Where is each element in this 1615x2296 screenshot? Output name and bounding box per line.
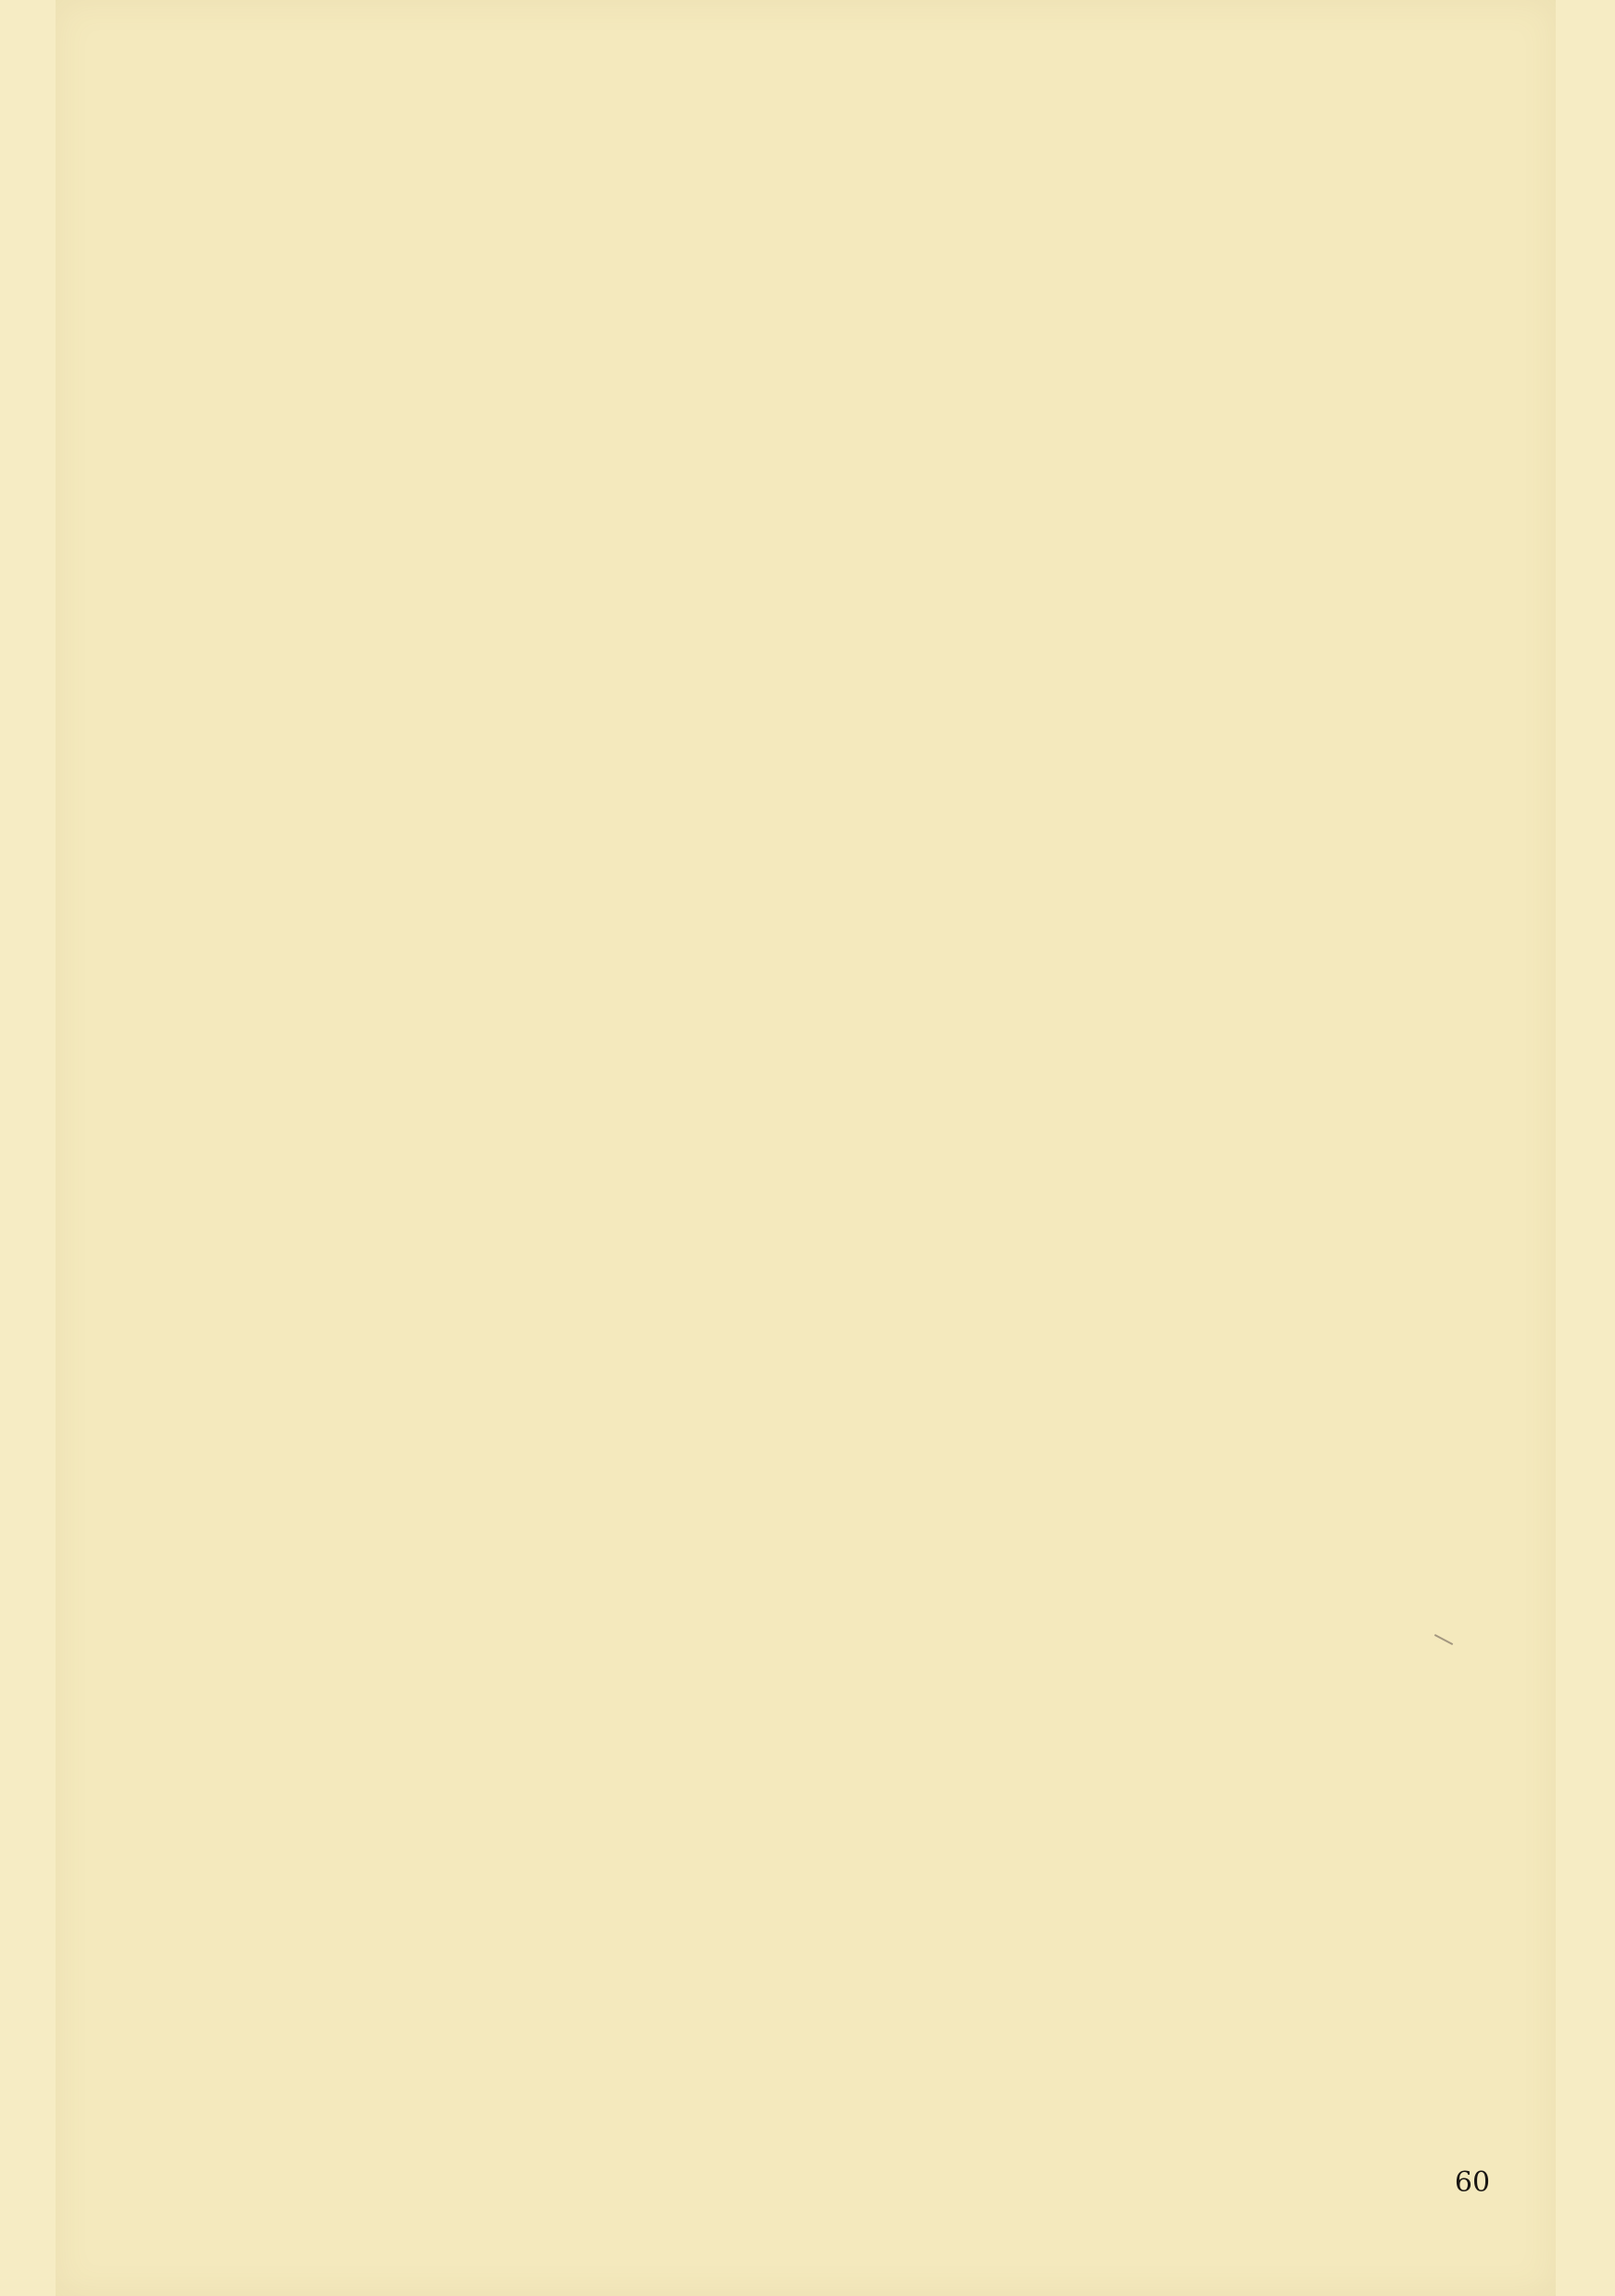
text-line-4 — [287, 346, 1426, 378]
text-line-35 — [287, 2011, 1426, 2042]
text-line-15 — [287, 937, 1426, 968]
text-line-32 — [287, 1850, 1426, 1881]
text-line-16 — [287, 991, 1426, 1022]
margin-mark — [1434, 1634, 1453, 1645]
text-line-19 — [287, 1152, 1426, 1183]
text-line-3 — [287, 293, 1426, 324]
text-line-17 — [287, 1044, 1426, 1076]
text-line-18 — [287, 1098, 1426, 1129]
text-line-2 — [287, 239, 1426, 270]
text-line-13 — [287, 830, 1426, 861]
text-line-12 — [287, 776, 1426, 807]
page-number: 60 — [1454, 2166, 1491, 2199]
body-text — [287, 185, 1426, 2129]
text-line-5 — [287, 400, 1426, 431]
text-line-11 — [287, 722, 1426, 754]
text-line-25 — [287, 1474, 1426, 1505]
text-line-23 — [287, 1366, 1426, 1398]
text-line-6 — [287, 454, 1426, 485]
text-line-29 — [287, 1689, 1426, 1720]
page-sheet — [56, 0, 1556, 2296]
text-line-14 — [287, 883, 1426, 915]
text-line-31 — [287, 1796, 1426, 1828]
text-line-1 — [287, 185, 1426, 217]
text-line-22 — [287, 1313, 1426, 1344]
text-line-28 — [287, 1635, 1426, 1666]
text-line-20 — [287, 1205, 1426, 1237]
text-line-33 — [287, 1903, 1426, 1935]
text-line-34 — [287, 1957, 1426, 1989]
text-line-24 — [287, 1420, 1426, 1452]
text-line-8 — [287, 561, 1426, 593]
text-line-26 — [287, 1528, 1426, 1559]
text-line-21 — [287, 1259, 1426, 1291]
text-line-9 — [287, 615, 1426, 646]
text-line-7 — [287, 507, 1426, 539]
text-line-30 — [287, 1742, 1426, 1774]
text-line-10 — [287, 668, 1426, 700]
text-line-27 — [287, 1581, 1426, 1613]
